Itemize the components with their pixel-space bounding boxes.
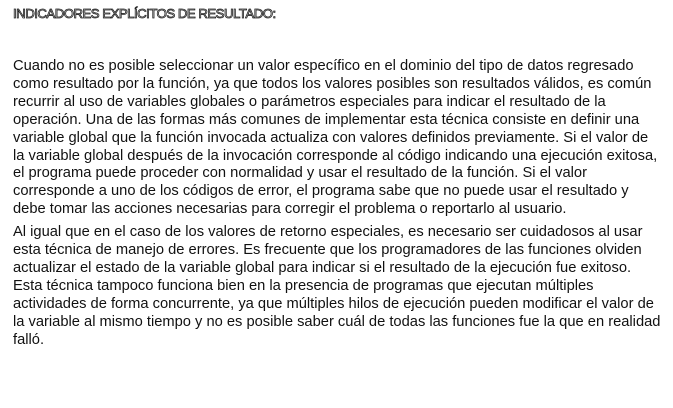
paragraph-global-variable-technique: Cuando no es posible seleccionar un valor específico en el dominio del tipo de datos regresado como resultado por la función, ya que todos los valores posibles son resultados válidos, es común recurrir al uso de variables globales o parámetros especiales para indicar el resultado de la operación. Una de las formas más comunes de implementar esta técnica consiste en definir una variable global que la función invocada actualiza con valores definidos previamente. Si el valor de la variable global después de la invocación corresponde al código indicando una ejecución exitosa, el programa puede proceder con normalidad y usar el resultado de la función. Si el valor corresponde a uno de los códigos de error, el programa sabe que no puede usar el resultado y debe tomar las acciones necesarias para corregir el problema o reportarlo al usuario. (13, 58, 658, 218)
section-heading: INDICADORES EXPLÍCITOS DE RESULTADO: (13, 6, 276, 21)
paragraph-caution-concurrency: Al igual que en el caso de los valores de retorno especiales, es necesario ser cuidadosos al usar esta técnica de manejo de errores. Es frecuente que los programadores de las funciones olviden actualizar el estado de la variable global para indicar si el resultado de la ejecución fue exitoso. Esta técnica tampoco funciona bien en la presencia de programas que ejecutan múltiples actividades de forma concurrente, ya que múltiples hilos de ejecución pueden modificar el valor de la variable al mismo tiempo y no es posible saber cuál de todas las funciones fue la que en realidad falló. (13, 224, 661, 348)
document-body (13, 4, 663, 350)
